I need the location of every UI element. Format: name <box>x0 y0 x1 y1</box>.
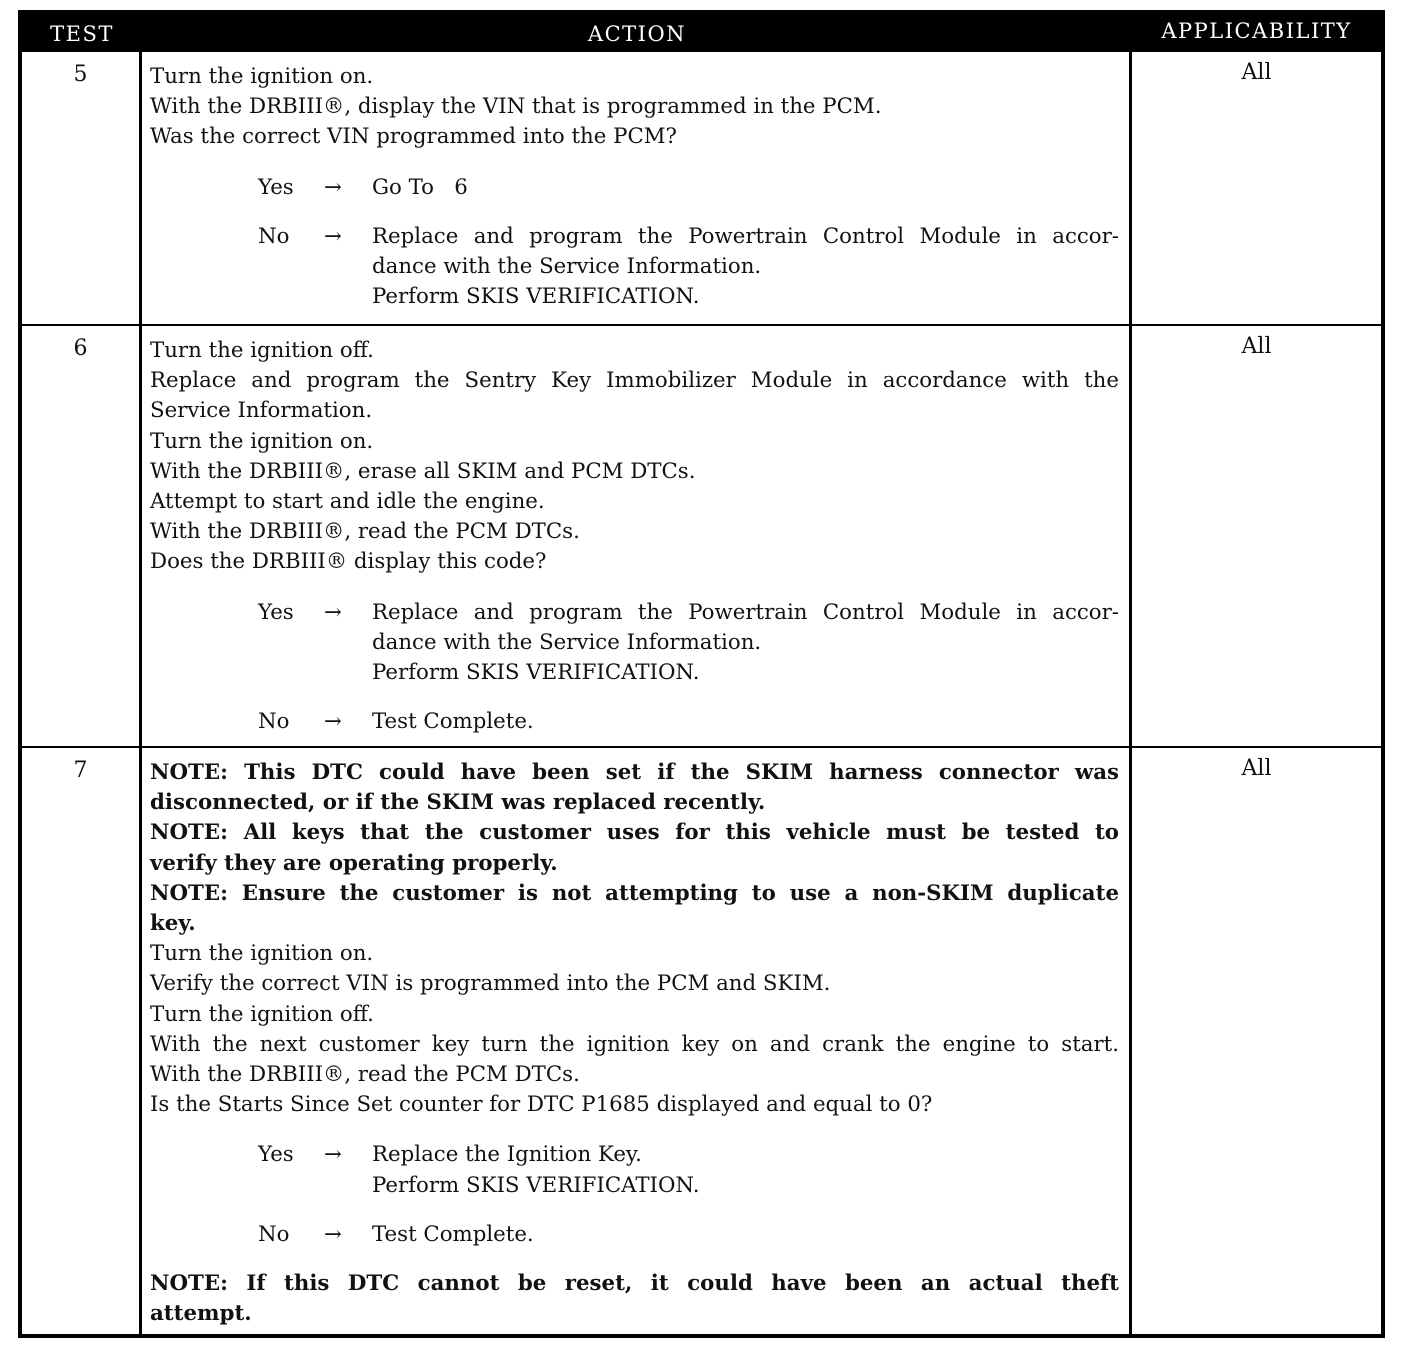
arrow-icon: → <box>324 1221 342 1247</box>
test-number: 7 <box>22 748 142 1334</box>
answer-label: No <box>258 223 290 249</box>
arrow-icon: → <box>324 174 342 200</box>
answer-line: dance with the Service Information. <box>372 629 762 655</box>
answer-label: Yes <box>258 599 294 625</box>
answer-line: Replace and program the Powertrain Control Module in accor- <box>372 223 1119 249</box>
answer-line: Perform SKIS VERIFICATION. <box>372 660 700 686</box>
action-line: Is the Starts Since Set counter for DTC P1685 displayed and equal to 0? <box>150 1092 933 1118</box>
note-line: key. <box>150 911 196 937</box>
answer-no <box>258 1220 1119 1250</box>
header-action: ACTION <box>142 14 1132 52</box>
arrow-icon: → <box>324 599 342 625</box>
arrow-icon: → <box>324 223 342 249</box>
note-line: NOTE: All keys that the customer uses for this vehicle must be tested to <box>150 820 1119 846</box>
answer-line: Go To 6 <box>372 174 468 200</box>
action-line: Verify the correct VIN is programmed into the PCM and SKIM. <box>150 971 831 997</box>
answer-label: No <box>258 709 290 735</box>
action-line: Turn the ignition on. <box>150 941 374 967</box>
answer-no <box>258 707 1119 737</box>
test-number: 6 <box>22 326 142 746</box>
action-cell <box>142 52 1132 324</box>
action-line: With the DRBIII®, read the PCM DTCs. <box>150 1062 580 1088</box>
action-line: Turn the ignition off. <box>150 338 374 363</box>
arrow-icon: → <box>324 709 342 735</box>
note-line: disconnected, or if the SKIM was replaced recently. <box>150 790 766 816</box>
final-note-line: NOTE: If this DTC cannot be reset, it could have been an actual theft <box>150 1271 1119 1297</box>
answer-yes <box>258 1140 1119 1200</box>
note-line: NOTE: Ensure the customer is not attempting to use a non-SKIM duplicate <box>150 880 1119 906</box>
answer-no <box>258 222 1119 313</box>
answer-line: Perform SKIS VERIFICATION. <box>372 284 700 310</box>
answer-line: Test Complete. <box>372 709 534 735</box>
action-line: With the DRBIII®, display the VIN that is programmed in the PCM. <box>150 94 882 120</box>
answer-yes <box>258 173 1119 203</box>
header-applicability: APPLICABILITY <box>1132 14 1381 52</box>
action-line: Turn the ignition on. <box>150 64 374 89</box>
note-line: verify they are operating properly. <box>150 850 558 876</box>
applicability-value: All <box>1241 60 1272 85</box>
header-test: TEST <box>22 14 142 52</box>
answer-yes <box>258 598 1119 689</box>
answer-label: Yes <box>258 1142 294 1168</box>
answer-line: Perform SKIS VERIFICATION. <box>372 1172 700 1198</box>
final-note-line: attempt. <box>150 1301 252 1327</box>
answer-label: Yes <box>258 174 294 200</box>
table-row-test-7 <box>22 746 1381 1334</box>
action-line: Replace and program the Sentry Key Immobilizer Module in accordance with the <box>150 368 1119 394</box>
action-line: Does the DRBIII® display this code? <box>150 549 547 575</box>
action-cell <box>142 326 1132 746</box>
table-row-test-5 <box>22 52 1381 324</box>
arrow-icon: → <box>324 1142 342 1168</box>
action-line: With the next customer key turn the ignition key on and crank the engine to start. <box>150 1031 1119 1057</box>
applicability-value: All <box>1241 756 1272 781</box>
action-line: With the DRBIII®, erase all SKIM and PCM DTCs. <box>150 458 696 484</box>
diagnostic-table <box>18 10 1385 1338</box>
answer-line: Replace the Ignition Key. <box>372 1142 642 1168</box>
action-line: Turn the ignition off. <box>150 1001 374 1027</box>
action-line: Service Information. <box>150 398 373 424</box>
note-line: NOTE: This DTC could have been set if the SKIM harness connector was <box>150 760 1119 785</box>
action-line: With the DRBIII®, read the PCM DTCs. <box>150 519 580 545</box>
action-line: Was the correct VIN programmed into the PCM? <box>150 124 677 150</box>
answer-line: Test Complete. <box>372 1221 534 1247</box>
test-number: 5 <box>22 52 142 324</box>
answer-line: Replace and program the Powertrain Control Module in accor- <box>372 599 1119 625</box>
answer-label: No <box>258 1221 290 1247</box>
action-cell <box>142 748 1132 1334</box>
applicability-value: All <box>1241 334 1272 359</box>
table-row-test-6 <box>22 324 1381 746</box>
action-line: Turn the ignition on. <box>150 428 374 454</box>
action-line: Attempt to start and idle the engine. <box>150 489 545 515</box>
answer-line: dance with the Service Information. <box>372 254 762 280</box>
